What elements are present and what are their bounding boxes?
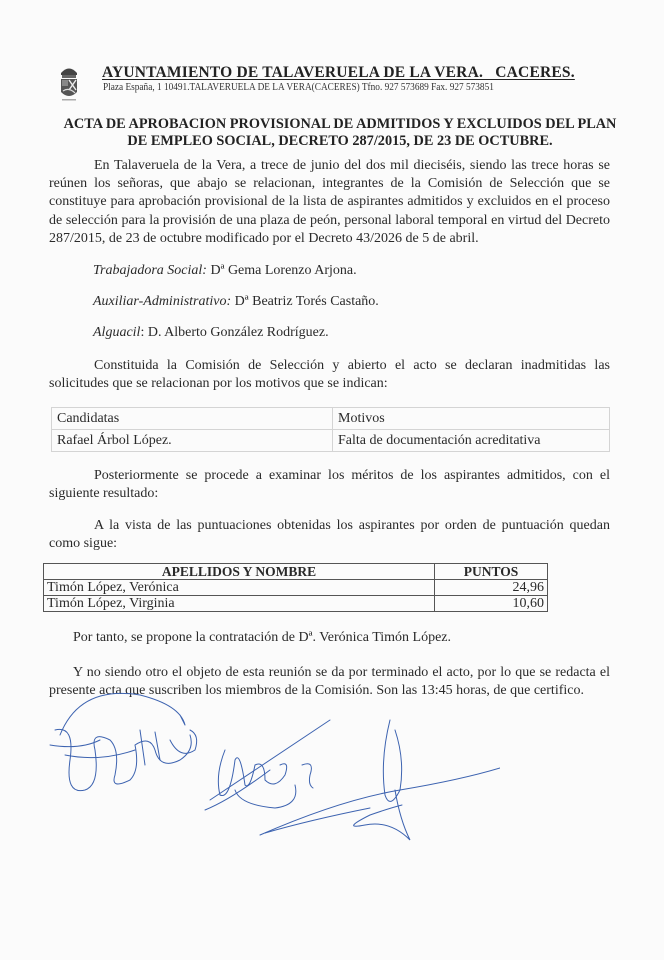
document-title (60, 116, 620, 150)
member-role: Auxiliar-Administrativo: (93, 294, 232, 309)
merits-paragraph: Posteriormente se procede a examinar los méritos de los aspirantes admitidos, con el siguiente resultado: (49, 468, 610, 502)
applicant-points: 10,60 (435, 596, 548, 612)
member-bailiff (93, 325, 329, 341)
title-line-1: ACTA DE APROBACION PROVISIONAL DE ADMITIDOS Y EXCLUIDOS DEL PLAN (63, 116, 617, 132)
organization-address: Plaza España, 1 10491.TALAVERUELA DE LA VERA(CACERES) Tfno. 927 573689 Fax. 927 573851 (103, 82, 494, 93)
member-name: Dª Gema Lorenzo Arjona. (206, 263, 357, 278)
intro-paragraph: En Talaveruela de la Vera, a trece de junio del dos mil dieciséis, siendo las trece horas se reúnen los señoras, que abajo se relacionan, integrantes de la Comisión de Selección que se constituye para aprobación provisional de la lista de aspirantes admitidos y excluidos en el proceso de selección para la provisión de una plaza de peón, personal laboral temporal en virtud del Decreto 287/2015, de 23 de octubre modificado por el Decreto 43/2026 de 5 de abril. (49, 158, 610, 246)
member-name: Dª Beatriz Torés Castaño. (231, 294, 379, 309)
header-name: APELLIDOS Y NOMBRE (44, 564, 435, 580)
table-row (44, 596, 548, 612)
signature-1-icon (50, 693, 197, 790)
header-reasons: Motivos (333, 408, 610, 430)
header-candidates: Candidatas (52, 408, 333, 430)
scores-intro-paragraph: A la vista de las puntuaciones obtenidas los aspirantes por orden de puntuación quedan como sigue: (49, 518, 610, 552)
title-line-2: DE EMPLEO SOCIAL, DECRETO 287/2015, DE 23 DE OCTUBRE. (127, 133, 553, 149)
applicant-name: Timón López, Virginia (44, 596, 435, 612)
member-role: Trabajadora Social: (93, 263, 207, 278)
member-social-worker (93, 263, 357, 279)
exclusion-reason: Falta de documentación acreditativa (333, 430, 610, 452)
table-row (44, 580, 548, 596)
scores-table (43, 563, 548, 612)
closing-paragraph: Y no siendo otro el objeto de esta reunión se da por terminado el acto, por lo que se redacta el presente acta que suscriben los miembros de la Comisión. Son las 13:45 horas, de que certifico. (49, 665, 610, 699)
applicant-name: Timón López, Verónica (44, 580, 435, 596)
header-points: PUNTOS (435, 564, 548, 580)
member-admin-assistant (93, 294, 379, 310)
applicant-points: 24,96 (435, 580, 548, 596)
table-header-row (44, 564, 548, 580)
signature-2-icon (205, 720, 330, 810)
organization-title: AYUNTAMIENTO DE TALAVERUELA DE LA VERA. CACERES. (102, 64, 575, 81)
excluded-candidates-table (51, 407, 610, 452)
table-header-row (52, 408, 610, 430)
candidate-name: Rafael Árbol López. (52, 430, 333, 452)
table-row (52, 430, 610, 452)
proposal-paragraph: Por tanto, se propone la contratación de Dª. Verónica Timón López. (73, 630, 452, 645)
excluded-intro-paragraph: Constituida la Comisión de Selección y abierto el acto se declaran inadmitidas las solicitudes que se relacionan por los motivos que se indican: (49, 358, 610, 392)
signature-3-icon (260, 720, 500, 840)
member-name: : D. Alberto González Rodríguez. (140, 325, 329, 340)
coat-of-arms-icon (58, 64, 80, 102)
signatures (40, 690, 500, 870)
member-role: Alguacil (93, 325, 141, 340)
